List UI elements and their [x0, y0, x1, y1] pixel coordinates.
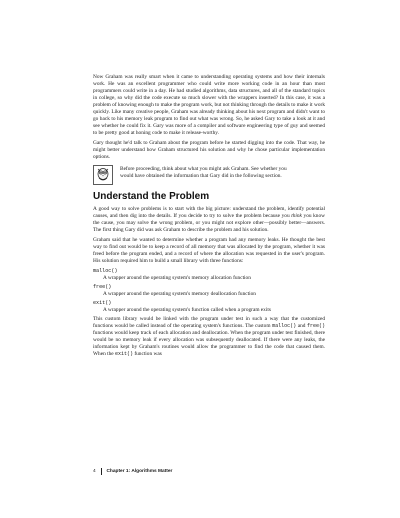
- code-inline: exit(): [114, 351, 133, 357]
- text-run: This custom library would be linked with the program under test in such a way that the customized functions would be called instead of the operating system's functions. The custom: [93, 316, 325, 329]
- text-column: [93, 74, 325, 361]
- code-inline: free(): [307, 323, 326, 329]
- function-term: malloc(): [93, 268, 118, 274]
- footer-separator: [101, 468, 102, 475]
- section-heading: Understand the Problem: [93, 191, 210, 202]
- paragraph: Graham said that he wanted to determine whether a program had any memory leaks. He thought the best way to find out would be to keep a record of all memory that was allocated by the program, whether it was freed before the program ended, and a record of where the allocation was requested in the user's program. His solution required him to build a small library with three functions:: [93, 237, 325, 264]
- tip-box: [93, 165, 325, 185]
- text-run: you know the cause, you may solve the wrong problem, or you might not explore other—possibly better—answers. The first thing Gary did was ask Graham to describe the problem and his solution.: [93, 213, 326, 233]
- text-run: A good way to solve problems is to start with the big picture: understand the problem, identify potential causes, and then dig into the details. If you decide to try to solve the problem because you: [93, 206, 325, 219]
- emphasis: think: [291, 213, 302, 219]
- function-term: free(): [93, 284, 112, 290]
- function-description: A wrapper around the operating system's memory allocation function: [103, 275, 251, 281]
- paragraph: Gary thought he'd talk to Graham about the program before he started digging into the code. That way, he might better understand how Graham structured his solution and why he chose particular implementation options.: [93, 140, 325, 160]
- function-description: A wrapper around the operating system's function called when a program exits: [103, 307, 271, 313]
- page-footer: [93, 468, 325, 475]
- chapter-title: Chapter 1: Algorithms Matter: [106, 469, 173, 474]
- function-description: A wrapper around the operating system's memory deallocation function: [103, 291, 256, 297]
- function-term: exit(): [93, 300, 112, 306]
- tip-text: Before proceeding, think about what you might ask Graham. See whether you would have obtained the information that Gary did in the following section.: [120, 166, 287, 179]
- paragraph: [93, 206, 325, 234]
- text-run: function was: [132, 351, 162, 357]
- tip-icon: [93, 165, 113, 185]
- page-number: 4: [93, 469, 96, 474]
- text-run: and: [296, 323, 307, 329]
- paragraph: Now Graham was really smart when it came to understanding operating systems and how their internals work. He was an excellent programmer who could write more working code in an hour than most programmers could write in a day. He had studied algorithms, data structures, and all of the standard topics in college, so why did the code execute so much slower with the wrappers inserted? In this case, it was a problem of knowing enough to make the program work, but not thinking through the details to make it work quickly. Like many creative people, Graham was already thinking about his next program and didn't want to go back to his memory leak program to find out what was wrong. So, he asked Gary to take a look at it and see whether he could fix it. Gary was more of a compiler and software engineering type of guy and seemed to be pretty good at honing code to make it release-worthy.: [93, 74, 325, 136]
- text-run: functions would keep track of each allocation and deallocation. When the program under test finished, there would be no memory leak if every allocation was subsequently deallocated. If there were any leaks, the information kept by Graham's routines would allow the programmer to find the code that caused them. When the: [93, 330, 325, 357]
- code-inline: malloc(): [272, 323, 297, 329]
- paragraph: [93, 316, 325, 358]
